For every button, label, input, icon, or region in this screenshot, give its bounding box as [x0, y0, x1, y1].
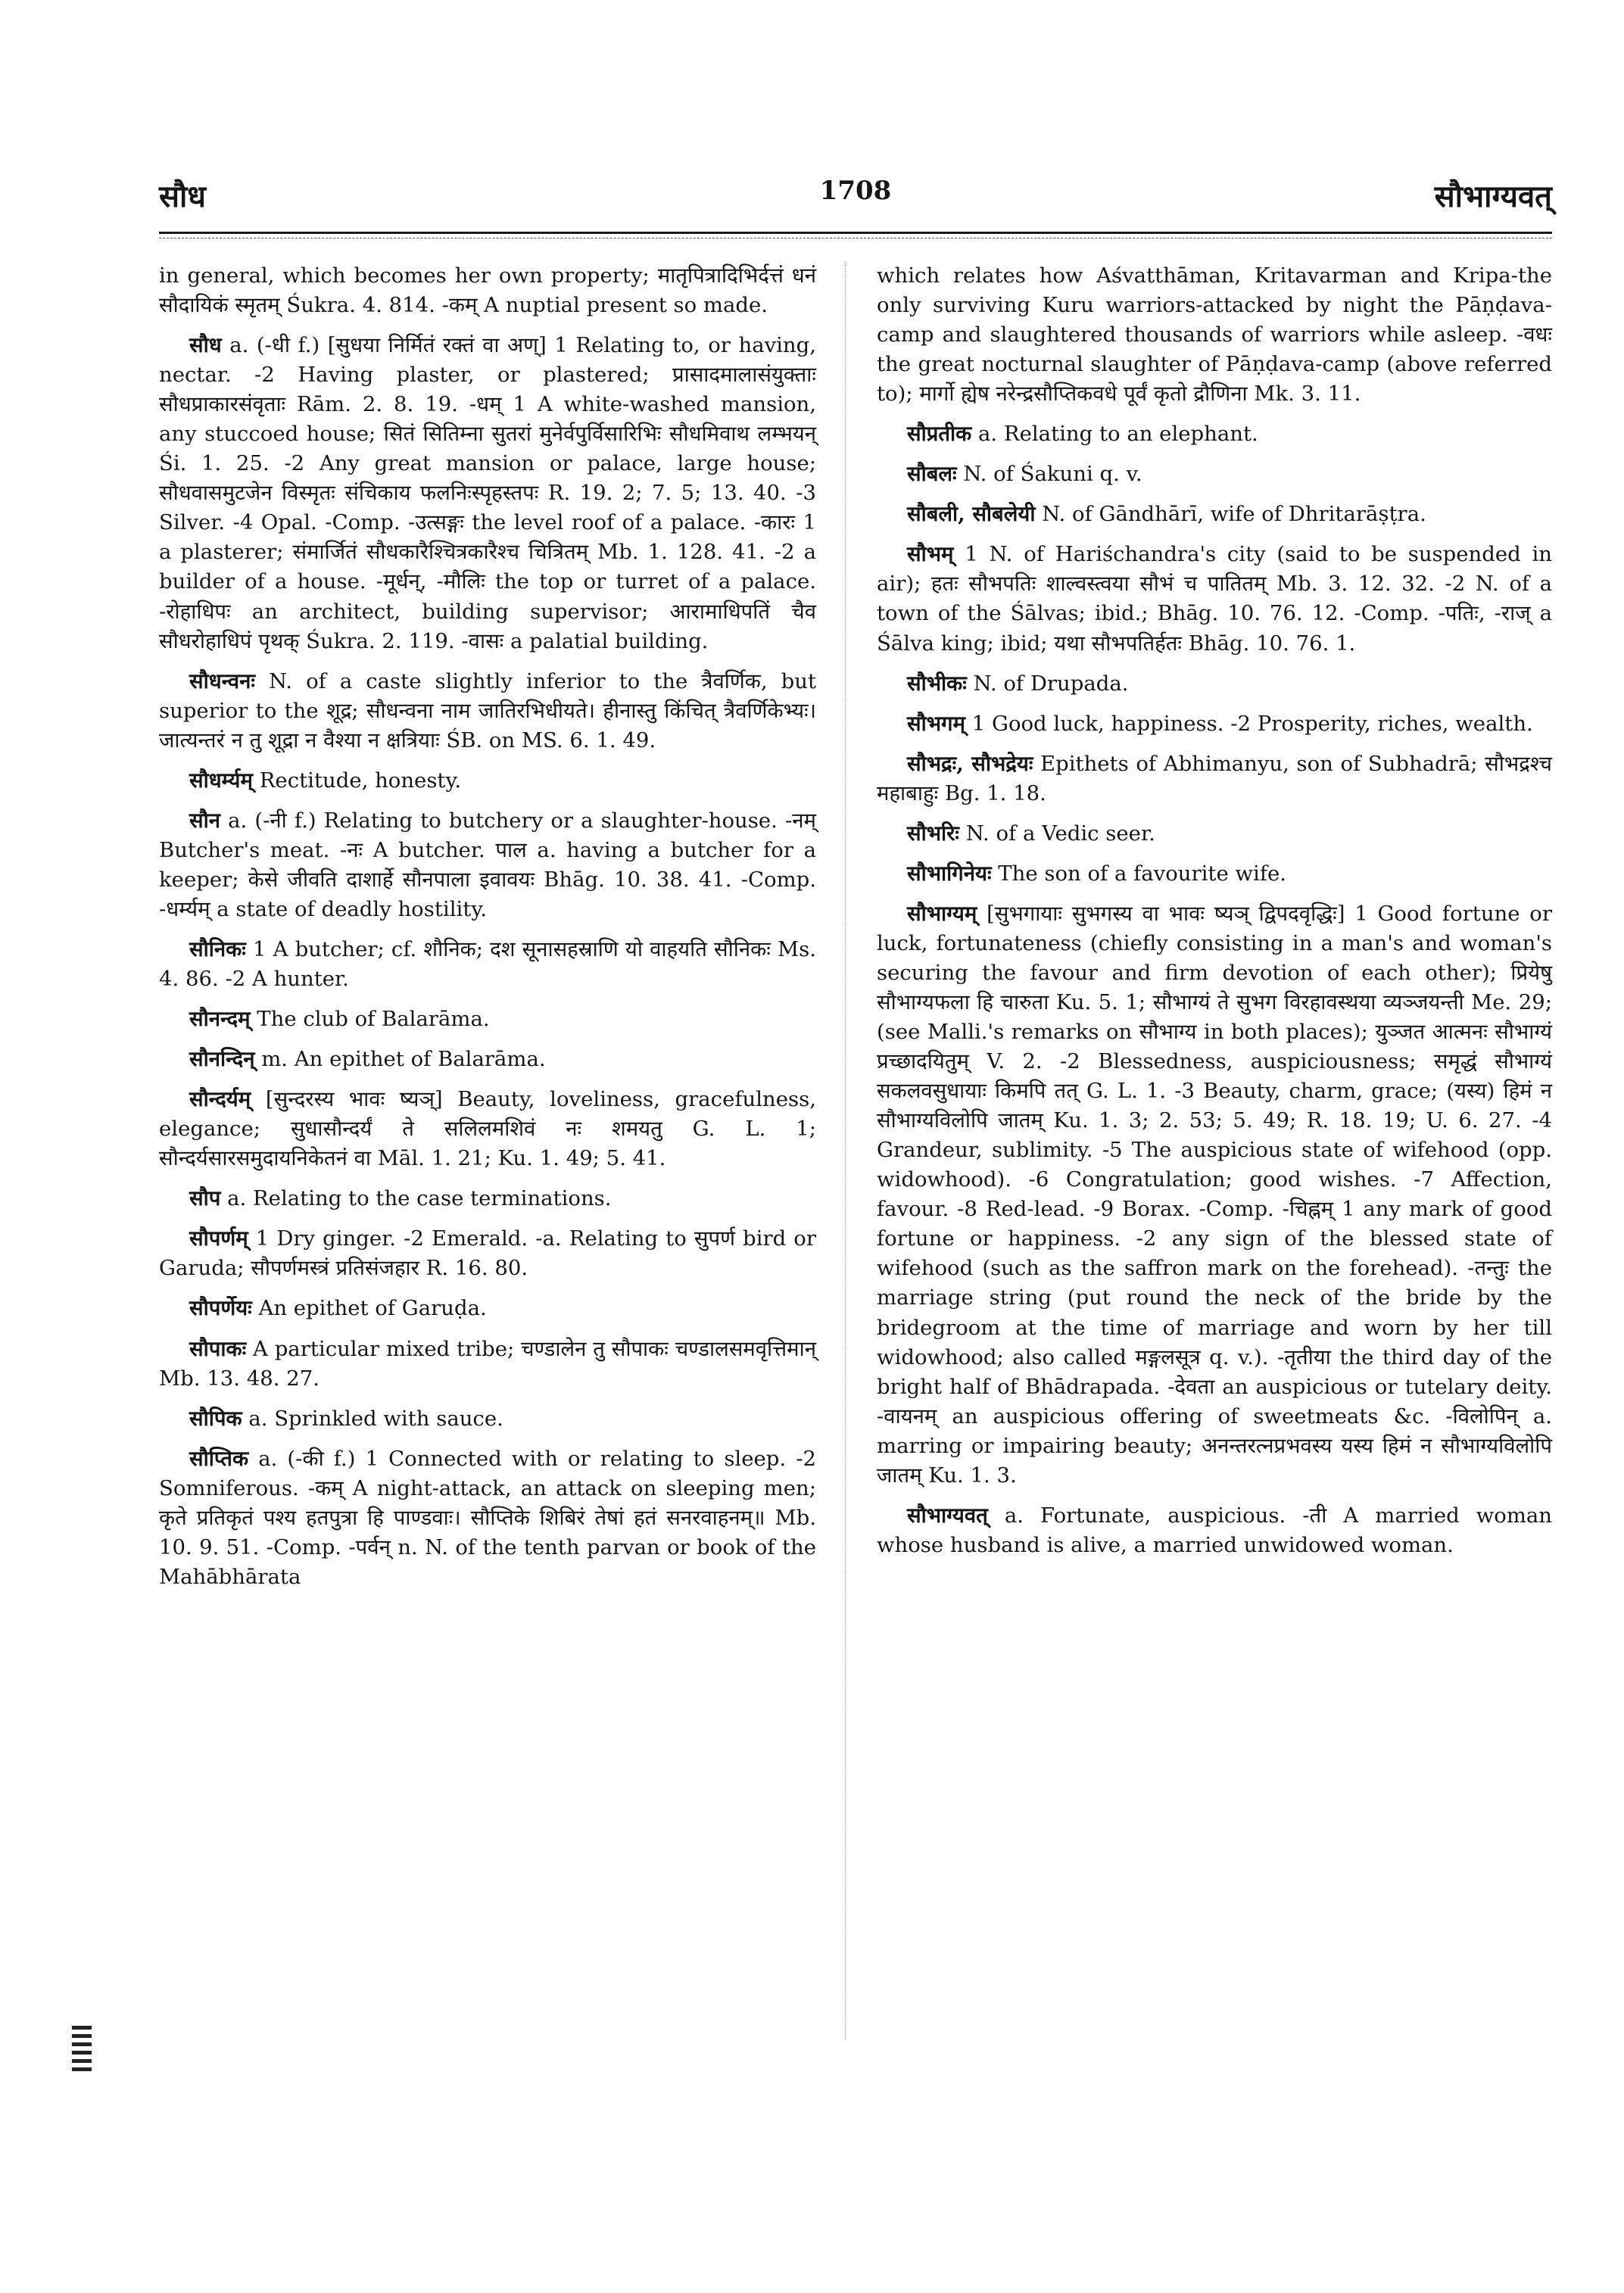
dictionary-entry [159, 1005, 816, 1034]
entry-headword: सौपर्णम् [189, 1226, 248, 1251]
dictionary-entry [877, 669, 1552, 699]
entry-text: A particular mixed tribe; चण्डालेन तु सौपाकः चण्डालसमवृत्तिमान् Mb. 13. 48. 27. [159, 1336, 816, 1391]
entry-headword: सौनन्दम् [189, 1007, 251, 1032]
entry-headword: सौनन्दिन् [189, 1047, 255, 1072]
right-running-headword: सौभाग्यवत् [1434, 179, 1552, 214]
entry-text: a. (-नी f.) Relating to butchery or a slaughter-house. -नम् Butcher's meat. -नः A butcher. पाल a. having a butcher for a keeper; केसे जीवति दाशार्हे सौनपाला इवावयः Bhāg. 10. 38. 41. -Comp. -धर्म्यम् a state of deadly hostility. [159, 808, 816, 921]
entry-text: N. of a caste slightly inferior to the त्रैवर्णिक, but superior to the शूद्र; सौधन्वना नाम जातिरभिधीयते। हीनास्तु किंचित् त्रैवर्णिकेभ्यः। जात्यन्तरं न तु शूद्रा न वैश्या न क्षत्रियाः ŚB. on MS. 6. 1. 49. [159, 668, 816, 752]
entry-text: N. of Śakuni q. v. [963, 462, 1142, 487]
dictionary-entry [159, 1444, 816, 1592]
entry-text: N. of Gāndhārī, wife of Dhritarāṣṭra. [1042, 502, 1426, 527]
entry-headword: सौपिक [189, 1406, 242, 1431]
dictionary-entry [877, 500, 1552, 529]
dictionary-entry [159, 261, 816, 320]
entry-headword: सौभाग्यम् [907, 901, 977, 926]
dictionary-entry [159, 1335, 816, 1394]
entry-headword: सौप्रतीक [907, 422, 972, 447]
entry-headword: सौभद्रः, सौभद्रेयः [907, 751, 1033, 776]
dictionary-entry [159, 806, 816, 924]
entry-text: a. (-धी f.) [सुधया निर्मितं रक्तं वा अण्] 1 Relating to, or having, nectar. -2 Having plaster, or plastered; प्रासादमालासंयुक्ताः सौधप्राकारसंवृताः Rām. 2. 8. 19. -धम् 1 A white-washed mansion, any stuccoed house; सितं सितिम्ना सुतरां मुनेर्वपुर्विसारिभिः सौधमिवाथ लम्भयन् Śi. 1. 25. -2 Any great mansion or palace, large house; सौधवासमुटजेन विस्मृतः संचिकाय फलनिःस्पृहस्तपः R. 19. 2; 7. 5; 13. 40. -3 Silver. -4 Opal. -Comp. -उत्सङ्गः the level roof of a palace. -कारः 1 a plasterer; संमार्जितं सौधकारैश्चित्रकारैश्च चित्रितम् Mb. 1. 128. 41. -2 a builder of a house. -मूर्धन्, -मौलिः the top or turret of a palace. -रोहाधिपः an architect, building supervisor; आरामाधिपतिं चैव सौधरोहाधिपं पृथक् Śukra. 2. 119. -वासः a palatial building. [159, 333, 816, 653]
right-column [877, 261, 1552, 1571]
entry-text: 1 A butcher; cf. शौनिक; दश सूनासहस्राणि यो वाहयति सौनिकः Ms. 4. 86. -2 A hunter. [159, 936, 816, 992]
entry-headword: सौभरिः [907, 821, 959, 846]
entry-text: An epithet of Garuḍa. [258, 1296, 487, 1321]
entry-text: a. Sprinkled with sauce. [248, 1406, 503, 1431]
column-separator [845, 261, 846, 2040]
left-running-headword: सौध [159, 179, 206, 214]
entry-headword: सौभम् [907, 542, 954, 567]
entry-headword: सौधन्वनः [189, 668, 255, 693]
dictionary-entry [159, 1224, 816, 1283]
entry-text: 1 Good luck, happiness. -2 Prosperity, riches, wealth. [971, 711, 1533, 736]
entry-text: [सुन्दरस्य भावः ष्यञ्] Beauty, loveliness, gracefulness, elegance; सुधासौन्दर्यं ते सलिलमशिवं नः शमयतु G. L. 1; सौन्दर्यसारसमुदायनिकेतनं वा Māl. 1. 21; Ku. 1. 49; 5. 41. [159, 1087, 816, 1171]
header-rule [159, 232, 1552, 234]
entry-headword: सौभाग्यवत् [907, 1503, 988, 1528]
dictionary-entry [159, 1184, 816, 1213]
dictionary-entry [159, 1404, 816, 1434]
dictionary-entry [159, 667, 816, 756]
entry-headword: सौप्तिक [189, 1446, 249, 1471]
dictionary-entry [159, 331, 816, 656]
entry-text: The club of Balarāma. [257, 1007, 490, 1032]
dictionary-entry [877, 899, 1552, 1491]
left-column [159, 261, 816, 1603]
entry-text: a. Fortunate, auspicious. -ती A married woman whose husband is alive, a married unwidowed woman. [877, 1503, 1553, 1557]
dictionary-entry [877, 1501, 1552, 1560]
dictionary-entry [877, 460, 1552, 489]
dictionary-entry [877, 819, 1552, 849]
dictionary-entry [877, 709, 1552, 739]
dictionary-entry [159, 766, 816, 796]
entry-headword: सौपर्णेयः [189, 1296, 252, 1321]
entry-headword: सौभगम् [907, 711, 965, 736]
entry-text: a. (-की f.) 1 Connected with or relating to sleep. -2 Somniferous. -कम् A night-attack, an attack on sleeping men; कृते प्रतिकृतं पश्य हतपुत्रा हि पाण्डवाः। सौप्तिके शिबिरं तेषां हतं सनरवाहनम्॥ Mb. 10. 9. 51. -Comp. -पर्वन् n. N. of the tenth parvan or book of the Mahābhārata [159, 1446, 816, 1589]
entry-text: N. of Drupada. [973, 671, 1129, 696]
dictionary-entry [877, 261, 1552, 409]
entry-text: a. Relating to the case terminations. [227, 1186, 612, 1211]
entry-headword: सौधर्म्यम् [189, 768, 253, 793]
entry-text: a. Relating to an elephant. [978, 422, 1258, 447]
entry-headword: सौप [189, 1186, 221, 1211]
page-header [159, 165, 1552, 226]
entry-headword: सौध [189, 333, 222, 358]
entry-text: Epithets of Abhimanyu, son of Subhadrā; सौभद्रश्च महाबाहुः Bg. 1. 18. [877, 751, 1552, 805]
entry-headword: सौबली, सौबलेयी [907, 502, 1036, 527]
entry-text: m. An epithet of Balarāma. [261, 1047, 546, 1072]
entry-headword: सौनिकः [189, 936, 246, 961]
page-number: 1708 [819, 176, 892, 206]
dictionary-entry [159, 1085, 816, 1173]
entry-text: in general, which becomes her own property; मातृपित्रादिभिर्दत्तं धनं सौदायिकं स्मृतम् Śukra. 4. 814. -कम् A nuptial present so made. [159, 263, 816, 318]
margin-mark [72, 2026, 92, 2083]
dictionary-entry [159, 935, 816, 994]
entry-text: [सुभगायाः सुभगस्य वा भावः ष्यञ् द्विपदवृद्धिः] 1 Good fortune or luck, fortunateness (chiefly consisting in a man's and woman's securing the favour and firm devotion of each other); प्रियेषु सौभाग्यफला हि चारुता Ku. 5. 1; सौभाग्यं ते सुभग विरहावस्थया व्यञ्जयन्ती Me. 29; (see Malli.'s remarks on सौभाग्य in both places); युञ्जत आत्मनः सौभाग्यं प्रच्छादयितुम् V. 2. -2 Blessedness, auspiciousness; समृद्धं सौभाग्यं सकलवसुधायाः किमपि तत् G. L. 1. -3 Beauty, charm, grace; (यस्य) हिमं न सौभाग्यविलोपि जातम् Ku. 1. 3; 2. 53; 5. 49; R. 18. 19; U. 6. 27. -4 Grandeur, sublimity. -5 The auspicious state of wifehood (opp. widowhood). -6 Congratulation; good wishes. -7 Affection, favour. -8 Red-lead. -9 Borax. -Comp. -चिह्नम् 1 any mark of good fortune or happiness. -2 any sign of the blessed state of wifehood (such as the saffron mark on the forehead). -तन्तुः the marriage string (put round the neck of the bride by the bridegroom at the time of marriage and worn by her till widowhood; also called मङ्गलसूत्र q. v.). -तृतीया the third day of the bright half of Bhādrapada. -देवता an auspicious or tutelary deity. -वायनम् an auspicious offering of sweetmeats &c. -विलोपिन् a. marring or impairing beauty; अनन्तरत्नप्रभवस्य यस्य हिमं न सौभाग्यविलोपि जातम् Ku. 1. 3. [877, 901, 1552, 1488]
entry-text: 1 N. of Hariśchandra's city (said to be suspended in air); हतः सौभपतिः शाल्वस्त्वया सौभं च पातितम् Mb. 3. 12. 32. -2 N. of a town of the Śālvas; ibid.; Bhāg. 10. 76. 12. -Comp. -पतिः, -राज् a Śālva king; ibid; यथा सौभपतिर्हतः Bhāg. 10. 76. 1. [877, 542, 1552, 656]
dictionary-entry [877, 419, 1552, 449]
dictionary-entry [877, 540, 1552, 658]
dictionary-entry [877, 859, 1552, 889]
entry-text: The son of a favourite wife. [998, 861, 1287, 886]
dictionary-entry [877, 749, 1552, 808]
entry-text: which relates how Aśvatthāman, Kritavarman and Kripa-the only surviving Kuru warriors-attacked by night the Pāṇḍava-camp and slaughtered thousands of warriors while asleep. -वधः the great nocturnal slaughter of Pāṇḍava-camp (above referred to); मार्गो ह्येष नरेन्द्रसौप्तिकवधे पूर्वं कृतो द्रौणिना Mk. 3. 11. [877, 263, 1552, 407]
entry-headword: सौन [189, 808, 220, 833]
entry-text: 1 Dry ginger. -2 Emerald. -a. Relating to सुपर्ण bird or Garuda; सौपर्णमस्त्रं प्रतिसंजहार R. 16. 80. [159, 1226, 816, 1281]
dictionary-entry [159, 1294, 816, 1323]
entry-headword: सौपाकः [189, 1336, 247, 1361]
dictionary-entry [159, 1045, 816, 1074]
entry-headword: सौबलः [907, 462, 957, 487]
entry-text: Rectitude, honesty. [259, 768, 462, 793]
entry-headword: सौभीकः [907, 671, 967, 696]
entry-headword: सौन्दर्यम् [189, 1087, 251, 1112]
entry-text: N. of a Vedic seer. [965, 821, 1155, 846]
entry-headword: सौभागिनेयः [907, 861, 992, 886]
